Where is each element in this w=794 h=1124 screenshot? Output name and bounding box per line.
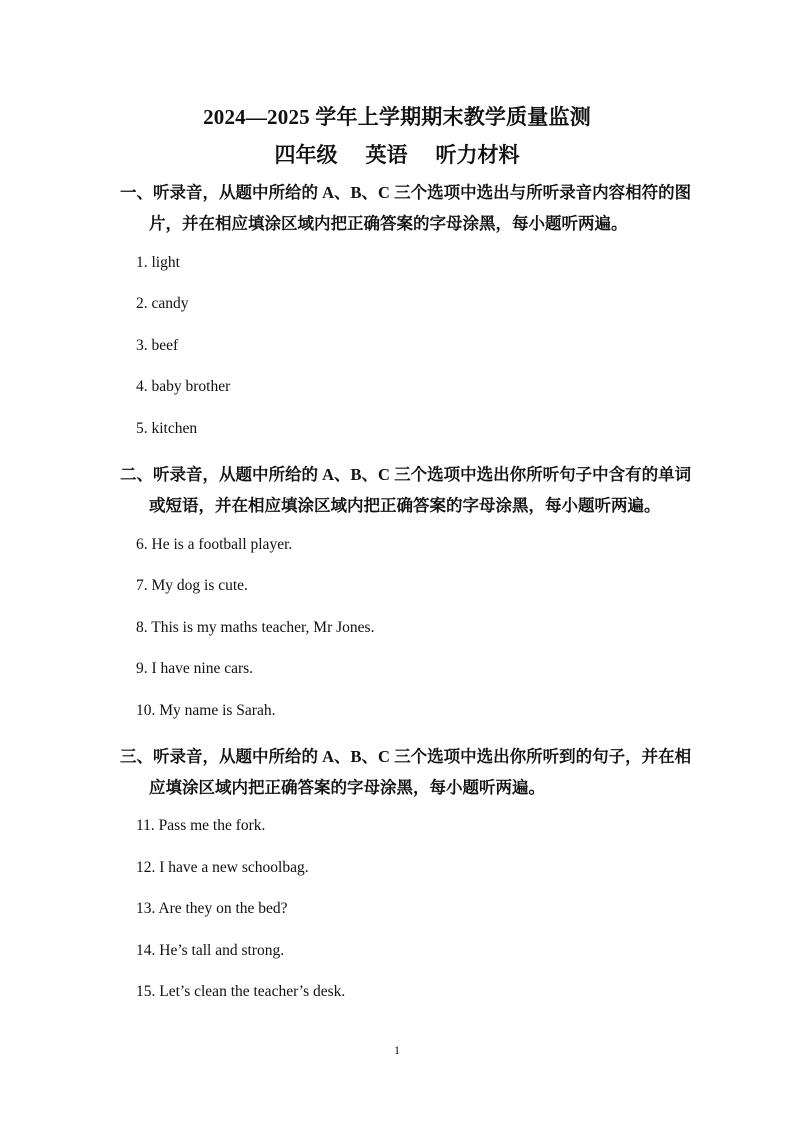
list-item: 15. Let’s clean the teacher’s desk. — [136, 983, 346, 1000]
subtitle-grade: 四年级 — [274, 143, 338, 167]
page-number: 1 — [394, 1043, 400, 1057]
list-item: 9. I have nine cars. — [136, 660, 254, 677]
list-item: 13. Are they on the bed? — [136, 900, 288, 917]
list-item: 6. He is a football player. — [136, 536, 293, 553]
section-3-instruction-line-2: 应填涂区域内把正确答案的字母涂黑，每小题听两遍。 — [149, 778, 545, 797]
list-item: 12. I have a new schoolbag. — [136, 859, 309, 876]
list-item: 10. My name is Sarah. — [136, 702, 276, 719]
list-item: 3. beef — [136, 337, 179, 354]
section-2-instruction-line-1: 二、听录音，从题中所给的 A、B、C 三个选项中选出你所听句子中含有的单词 — [120, 465, 692, 484]
section-1-instruction-line-2: 片，并在相应填涂区域内把正确答案的字母涂黑，每小题听两遍。 — [149, 214, 628, 233]
subtitle-type: 听力材料 — [435, 143, 520, 167]
list-item: 8. This is my maths teacher, Mr Jones. — [136, 619, 375, 636]
list-item: 1. light — [136, 254, 180, 271]
list-item: 14. He’s tall and strong. — [136, 942, 285, 959]
section-2-instruction-line-2: 或短语，并在相应填涂区域内把正确答案的字母涂黑，每小题听两遍。 — [149, 496, 661, 515]
page-subtitle — [0, 139, 794, 169]
list-item: 11. Pass me the fork. — [136, 817, 266, 834]
page-title: 2024—2025 学年上学期期末教学质量监测 — [203, 105, 591, 129]
list-item: 5. kitchen — [136, 420, 198, 437]
section-1-instruction-line-1: 一、听录音，从题中所给的 A、B、C 三个选项中选出与所听录音内容相符的图 — [120, 183, 692, 202]
subtitle-subject: 英语 — [365, 143, 408, 167]
list-item: 2. candy — [136, 295, 189, 312]
section-3-instruction-line-1: 三、听录音，从题中所给的 A、B、C 三个选项中选出你所听到的句子，并在相 — [120, 747, 692, 766]
list-item: 4. baby brother — [136, 378, 231, 395]
list-item: 7. My dog is cute. — [136, 577, 248, 594]
